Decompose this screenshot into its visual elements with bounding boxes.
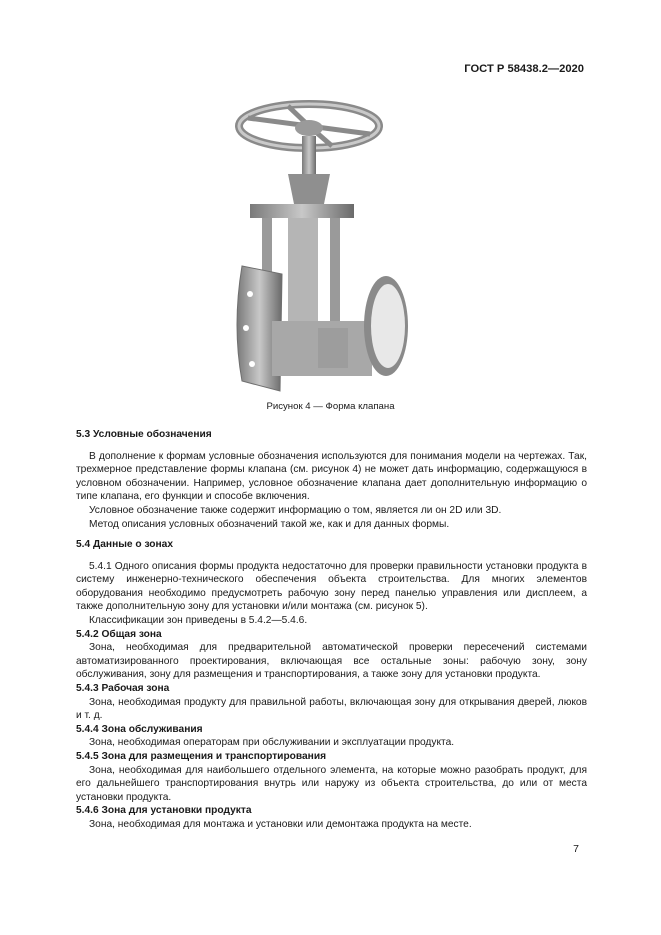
page-number: 7 — [573, 843, 579, 855]
paragraph: Зона, необходимая для предварительной автоматической проверки пересечений системами автоматизированного проектирования, включающая все остальные зоны: рабочую зону, зону обслуживания, зону для размещения и транспортирования, а также зону для установки продукта. — [76, 642, 587, 681]
paragraph: Зона, необходимая для монтажа и установки или демонтажа продукта на месте. — [89, 818, 472, 830]
heading-5-3: 5.3 Условные обозначения — [76, 429, 212, 440]
gate-valve-illustration — [228, 96, 412, 392]
heading-5-4-4: 5.4.4 Зона обслуживания — [76, 723, 203, 735]
heading-5-4: 5.4 Данные о зонах — [76, 539, 173, 550]
paragraph: Метод описания условных обозначений такой же, как и для данных формы. — [89, 518, 450, 530]
heading-5-4-6: 5.4.6 Зона для установки продукта — [76, 805, 252, 817]
paragraph: Зона, необходимая продукту для правильной работы, включающая зону для открывания дверей, люков и т. д. — [76, 696, 587, 722]
paragraph: 5.4.1 Одного описания формы продукта недостаточно для проверки правильности установки продукта в систему инженерно-технического обеспечения объекта строительства. Для многих элементов оборудования необходимо предусмотреть рабочую зону перед панелью управления или дисплеем, а также дополнительную зону для установки и/или монтажа (см. рисунок 5). — [76, 560, 587, 613]
document-header: ГОСТ Р 58438.2—2020 — [464, 63, 584, 75]
paragraph: Условное обозначение также содержит информацию о том, является ли он 2D или 3D. — [89, 504, 502, 516]
paragraph: Классификации зон приведены в 5.4.2—5.4.6. — [89, 614, 308, 626]
section-5-3 — [76, 428, 587, 531]
heading-5-4-5: 5.4.5 Зона для размещения и транспортирования — [76, 750, 327, 762]
paragraph: В дополнение к формам условные обозначения используются для понимания модели на чертежах. Так, трехмерное представление формы клапана (см. рисунок 4) не может дать информацию, содержащуюся в условном обозначении. Например, условное обозначение клапана дает дополнительную информацию о типе клапана, его функции и способе включения. — [76, 450, 587, 503]
section-5-4 — [76, 538, 587, 831]
paragraph: Зона, необходимая для наибольшего отдельного элемента, на которые можно разобрать продукт, для его дальнейшего транспортирования внутрь или наружу из объекта строительства, до или от места установки продукта. — [76, 764, 587, 803]
heading-5-4-2: 5.4.2 Общая зона — [76, 628, 162, 640]
paragraph: Зона, необходимая операторам при обслуживании и эксплуатации продукта. — [89, 737, 455, 749]
figure-caption: Рисунок 4 — Форма клапана — [266, 401, 395, 412]
heading-5-4-3: 5.4.3 Рабочая зона — [76, 682, 170, 694]
